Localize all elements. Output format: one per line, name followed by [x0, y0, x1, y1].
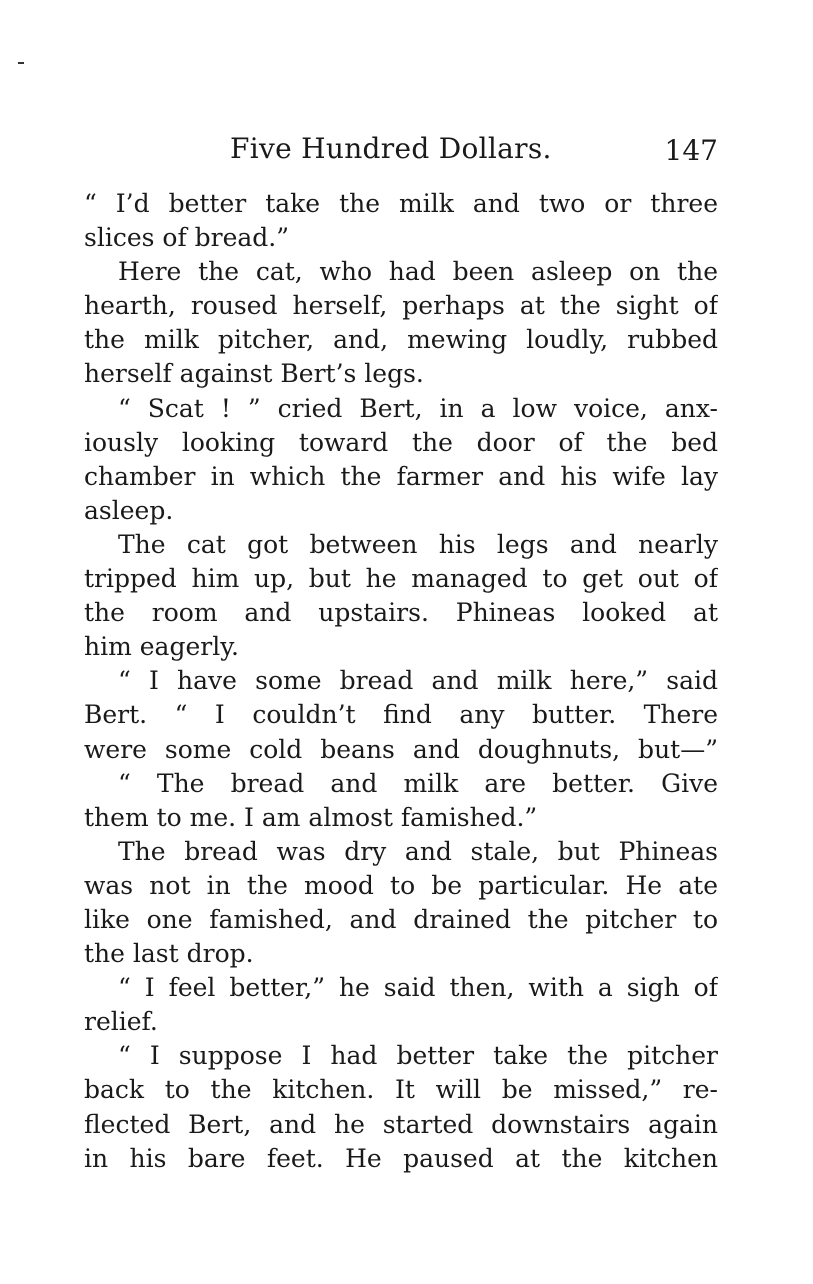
text-line: the milk pitcher, and, mewing loudly, rubbed: [84, 325, 718, 355]
text-line: The bread was dry and stale, but Phineas: [118, 836, 718, 866]
text-line: “ Scat ! ” cried Bert, in a low voice, anx-: [118, 393, 718, 423]
text-line: flected Bert, and he started downstairs again: [84, 1109, 718, 1139]
text-line: herself against Bert’s legs.: [84, 359, 424, 389]
text-line: hearth, roused herself, perhaps at the sight of: [84, 291, 718, 321]
text-line: in his bare feet. He paused at the kitchen: [84, 1143, 718, 1173]
text-line: slices of bread.”: [84, 223, 290, 253]
text-line: iously looking toward the door of the bed: [84, 427, 718, 457]
text-line: relief.: [84, 1007, 158, 1037]
body-text: [84, 187, 718, 1176]
text-line: “ I’d better take the milk and two or three: [84, 189, 718, 218]
text-line: Bert. “ I couldn’t find any butter. There: [84, 700, 718, 730]
text-line: the room and upstairs. Phineas looked at: [84, 598, 718, 628]
text-line: was not in the mood to be particular. He ate: [84, 870, 718, 900]
running-title: Five Hundred Dollars.: [230, 132, 552, 165]
text-line: The cat got between his legs and nearly: [118, 529, 718, 559]
text-line: were some cold beans and doughnuts, but—”: [84, 734, 718, 764]
text-line: “ I suppose I had better take the pitcher: [118, 1041, 718, 1071]
text-line: them to me. I am almost famished.”: [84, 802, 538, 832]
text-line: “ I feel better,” he said then, with a sigh of: [118, 973, 718, 1003]
scan-mark: [18, 62, 24, 64]
text-line: like one famished, and drained the pitcher to: [84, 904, 718, 934]
text-line: chamber in which the farmer and his wife lay: [84, 461, 718, 491]
text-line: “ The bread and milk are better. Give: [118, 768, 718, 798]
text-line: the last drop.: [84, 939, 254, 969]
text-line: asleep.: [84, 495, 174, 525]
text-line: tripped him up, but he managed to get out of: [84, 564, 718, 594]
page-number: 147: [664, 134, 718, 167]
text-line: Here the cat, who had been asleep on the: [118, 257, 718, 287]
text-line: “ I have some bread and milk here,” said: [118, 666, 718, 696]
page-header: [84, 132, 718, 172]
text-line: back to the kitchen. It will be missed,” re-: [84, 1075, 718, 1105]
text-line: him eagerly.: [84, 632, 239, 662]
